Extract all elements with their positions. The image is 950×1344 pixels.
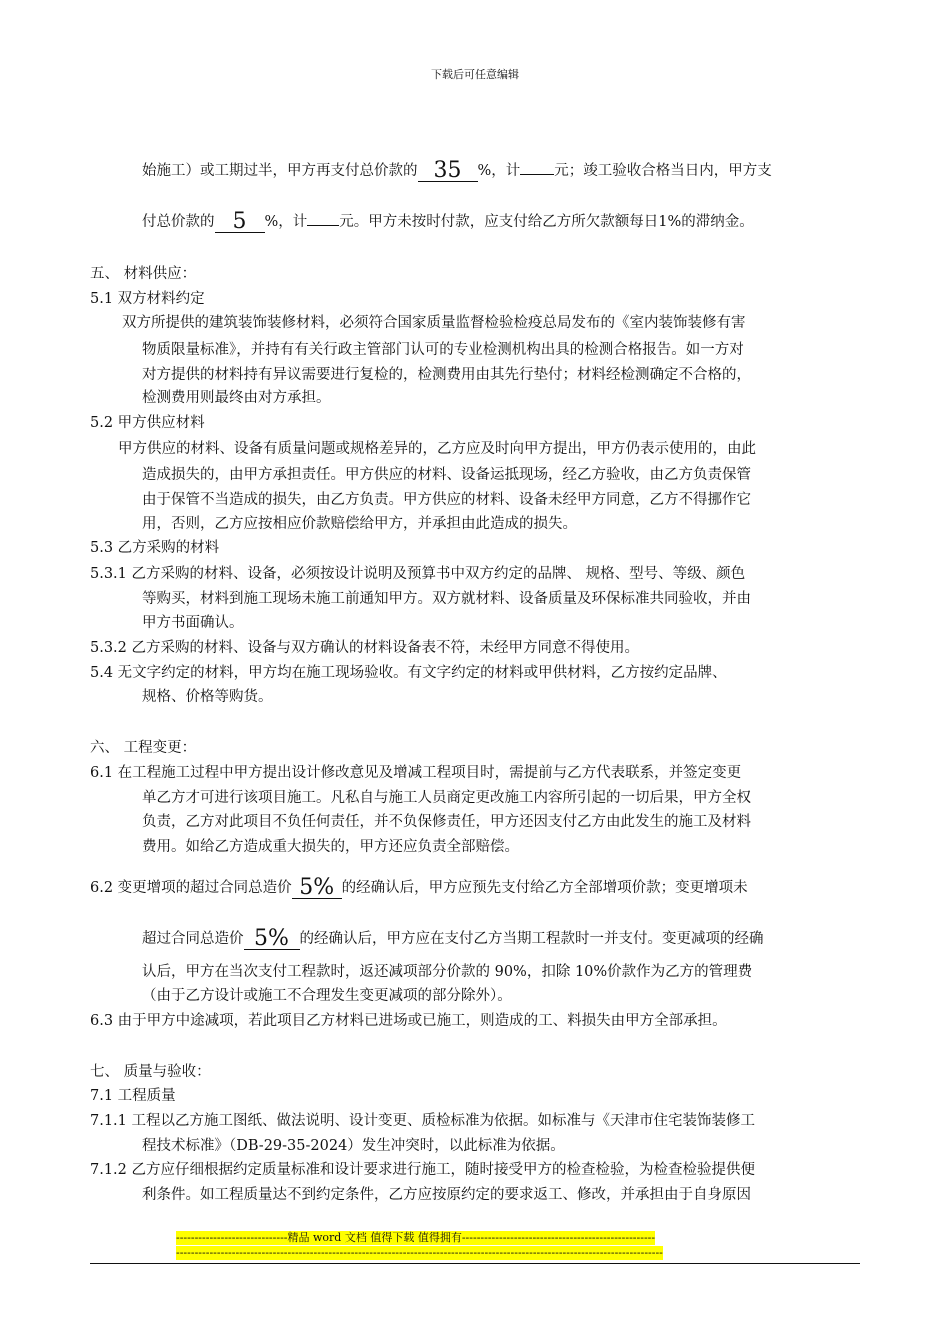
para-5-4-line: 规格、价格等购货。 xyxy=(142,689,273,705)
payment-line-1 xyxy=(142,153,772,182)
para-7-1-1-line: 程技术标准》（DB-29-35-2024）发生冲突时，以此标准为依据。 xyxy=(142,1138,565,1154)
amount-blank xyxy=(520,153,554,175)
heading-5-1: 5.1 双方材料约定 xyxy=(90,291,205,307)
para-5-3-1-line: 5.3.1 乙方采购的材料、设备，必须按设计说明及预算书中双方约定的品牌、 规格、型号、等级、颜色 xyxy=(90,566,746,582)
para-5-3-1-line: 等购买，材料到施工现场未施工前通知甲方。双方就材料、设备质量及环保标准共同验收，并由 xyxy=(142,591,751,607)
percent-blank xyxy=(244,928,300,950)
para-5-2-line: 甲方供应的材料、设备有质量问题或规格差异的，乙方应及时向甲方提出，甲方仍表示使用的，由此 xyxy=(118,441,756,457)
percent-value: 35 xyxy=(433,158,462,183)
percent-value: 5% xyxy=(299,875,335,900)
para-6-3: 6.3 由于甲方中途减项，若此项目乙方材料已进场或已施工，则造成的工、料损失由甲方全部承担。 xyxy=(90,1013,727,1029)
para-6-2-line-1 xyxy=(90,877,748,899)
text: 元。甲方未按时付款，应支付给乙方所欠款额每日1%的滞纳金。 xyxy=(339,214,754,230)
amount-blank xyxy=(307,204,339,226)
para-6-2-line-2 xyxy=(142,928,764,950)
text: 的经确认后，甲方应预先支付给乙方全部增项价款；变更增项未 xyxy=(341,880,748,896)
section-6-title: 六、 工程变更： xyxy=(90,740,197,756)
para-7-1-1-line: 7.1.1 工程以乙方施工图纸、做法说明、设计变更、质检标准为依据。如标准与《天津市住宅装饰装修工 xyxy=(90,1113,755,1129)
section-7-title: 七、 质量与验收： xyxy=(90,1064,211,1080)
para-5-1-line: 对方提供的材料持有异议需要进行复检的，检测费用由其先行垫付；材料经检测确定不合格的， xyxy=(142,367,751,383)
para-5-4-line: 5.4 无文字约定的材料，甲方均在施工现场验收。有文字约定的材料或甲供材料，乙方按约定品牌、 xyxy=(90,665,727,681)
para-7-1-2-line: 利条件。如工程质量达不到约定条件，乙方应按原约定的要求返工、修改，并承担由于自身原因 xyxy=(142,1187,751,1203)
text: 6.2 变更增项的超过合同总造价 xyxy=(90,880,292,896)
para-6-1-line: 负责，乙方对此项目不负任何责任，并不负保修责任，甲方还因支付乙方由此发生的施工及材料 xyxy=(142,814,751,830)
heading-5-2: 5.2 甲方供应材料 xyxy=(90,415,205,431)
para-5-3-2: 5.3.2 乙方采购的材料、设备与双方确认的材料设备表不符，未经甲方同意不得使用。 xyxy=(90,640,640,656)
text: %，计 xyxy=(477,163,521,179)
footer-banner-line-2: ----------------------------------------------------------------------------------------------------------------------------------- xyxy=(176,1246,663,1259)
text: 超过合同总造价 xyxy=(142,931,244,947)
heading-7-1: 7.1 工程质量 xyxy=(90,1088,176,1104)
para-5-2-line: 用，否则，乙方应按相应价款赔偿给甲方，并承担由此造成的损失。 xyxy=(142,516,577,532)
text: 始施工）或工期过半，甲方再支付总价款的 xyxy=(142,163,418,179)
percent-blank xyxy=(292,877,342,899)
page-header: 下载后可任意编辑 xyxy=(431,68,519,81)
payment-line-2 xyxy=(142,204,754,233)
footer-banner-line-1: ------------------------------精品 word 文档 值得下载 值得拥有---------------------------------------------------- xyxy=(176,1231,656,1244)
text: 付总价款的 xyxy=(142,214,215,230)
percent-value: 5% xyxy=(254,926,289,951)
para-5-2-line: 造成损失的，由甲方承担责任。甲方供应的材料、设备运抵现场，经乙方验收，由乙方负责保管 xyxy=(142,467,751,483)
percent-blank xyxy=(418,160,478,182)
footer-divider xyxy=(90,1263,860,1264)
section-5-title: 五、 材料供应： xyxy=(90,266,197,282)
para-5-1-line: 物质限量标准》，并持有有关行政主管部门认可的专业检测机构出具的检测合格报告。如一方对 xyxy=(142,342,744,358)
para-5-1-line: 检测费用则最终由对方承担。 xyxy=(142,390,331,406)
text: %，计 xyxy=(264,214,308,230)
percent-blank xyxy=(215,211,265,233)
para-6-1-line: 费用。如给乙方造成重大损失的，甲方还应负责全部赔偿。 xyxy=(142,839,519,855)
para-7-1-2-line: 7.1.2 乙方应仔细根据约定质量标准和设计要求进行施工，随时接受甲方的检查检验，为检查检验提供便 xyxy=(90,1162,755,1178)
percent-value: 5 xyxy=(232,209,247,234)
para-6-2-line-3: 认后，甲方在当次支付工程款时，返还减项部分价款的 90%，扣除 10%价款作为乙方的管理费 xyxy=(142,964,753,980)
text: 的经确认后，甲方应在支付乙方当期工程款时一并支付。变更减项的经确 xyxy=(299,931,764,947)
text: 元；竣工验收合格当日内，甲方支 xyxy=(554,163,772,179)
para-6-1-line: 单乙方才可进行该项目施工。凡私自与施工人员商定更改施工内容所引起的一切后果，甲方全权 xyxy=(142,790,751,806)
para-5-2-line: 由于保管不当造成的损失，由乙方负责。甲方供应的材料、设备未经甲方同意，乙方不得挪作它 xyxy=(142,492,751,508)
para-5-3-1-line: 甲方书面确认。 xyxy=(142,615,244,631)
para-6-1-line: 6.1 在工程施工过程中甲方提出设计修改意见及增减工程项目时，需提前与乙方代表联系，并签定变更 xyxy=(90,765,742,781)
para-5-1-line: 双方所提供的建筑装饰装修材料，必须符合国家质量监督检验检疫总局发布的《室内装饰装修有害 xyxy=(122,315,746,331)
para-6-2-line-4: （由于乙方设计或施工不合理发生变更减项的部分除外）。 xyxy=(142,988,512,1004)
heading-5-3: 5.3 乙方采购的材料 xyxy=(90,540,220,556)
